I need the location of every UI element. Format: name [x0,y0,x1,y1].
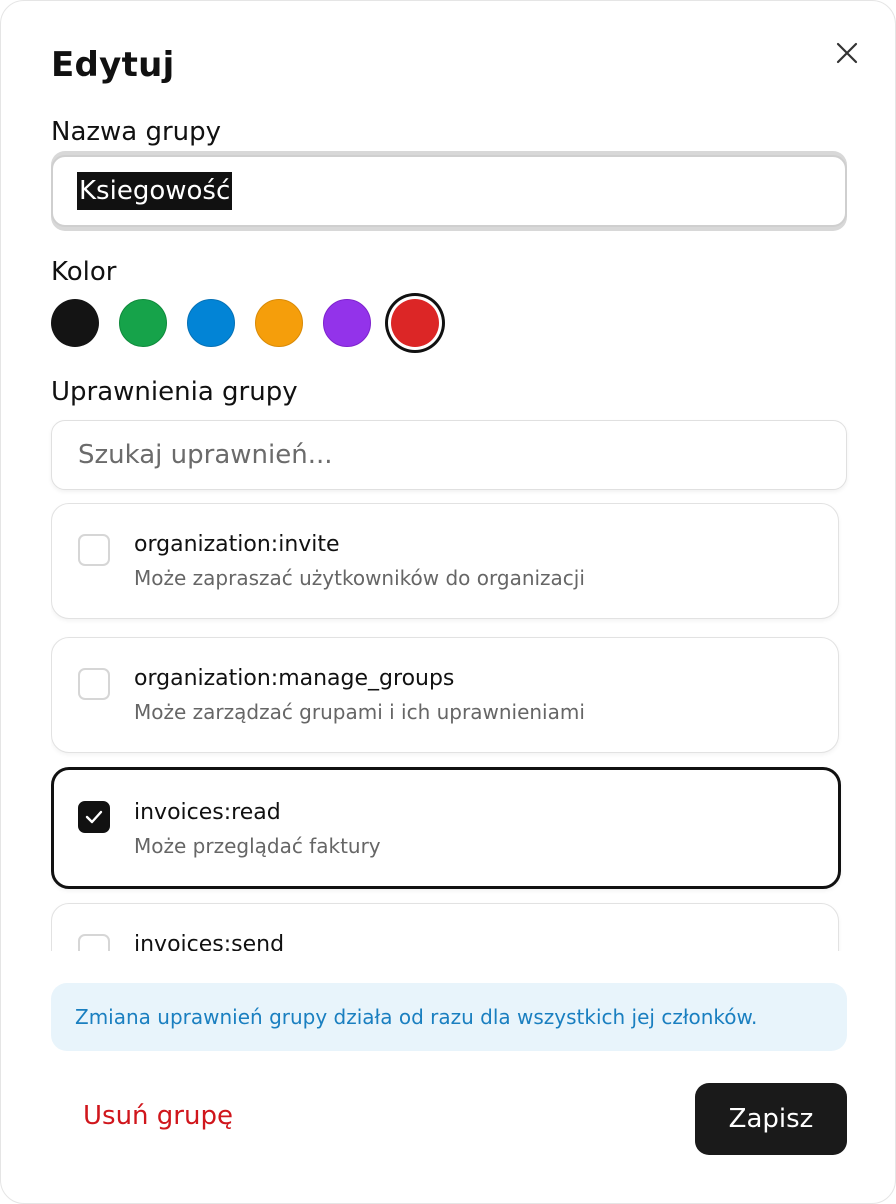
permission-description: Może zarządzać grupami i ich uprawnieniami [134,700,585,724]
color-swatch-black[interactable] [51,299,99,347]
delete-group-button[interactable]: Usuń grupę [83,1101,233,1131]
close-button[interactable] [829,35,865,71]
permission-name: organization:manage_groups [134,666,455,691]
group-name-value: Ksiegowość [77,172,232,210]
check-icon [85,810,103,824]
permission-checkbox[interactable] [78,534,110,566]
dialog-title: Edytuj [51,45,175,85]
permission-item[interactable] [51,637,839,753]
color-swatch-blue[interactable] [187,299,235,347]
permission-checkbox[interactable] [78,934,110,951]
color-label: Kolor [51,257,117,287]
permission-name: invoices:send [134,932,285,951]
color-swatch-red[interactable] [391,299,439,347]
permission-name: organization:invite [134,532,340,557]
permission-checkbox[interactable] [78,801,110,833]
info-notice: Zmiana uprawnień grupy działa od razu dla wszystkich jej członków. [51,983,847,1051]
save-button[interactable]: Zapisz [695,1083,847,1155]
permissions-list[interactable] [51,503,843,951]
group-name-label: Nazwa grupy [51,117,222,147]
permission-name: invoices:read [134,800,281,825]
color-swatch-green[interactable] [119,299,167,347]
permission-description: Może zapraszać użytkowników do organizacji [134,566,585,590]
close-icon [836,42,858,64]
permission-item[interactable] [51,767,841,889]
permission-item[interactable] [51,903,839,951]
permission-item[interactable] [51,503,839,619]
group-name-input[interactable] [51,155,847,227]
permission-checkbox[interactable] [78,668,110,700]
permission-description: Może przeglądać faktury [134,834,381,858]
color-swatch-purple[interactable] [323,299,371,347]
color-swatch-orange[interactable] [255,299,303,347]
permissions-search-input[interactable]: Szukaj uprawnień... [51,420,847,490]
permissions-label: Uprawnienia grupy [51,377,298,407]
